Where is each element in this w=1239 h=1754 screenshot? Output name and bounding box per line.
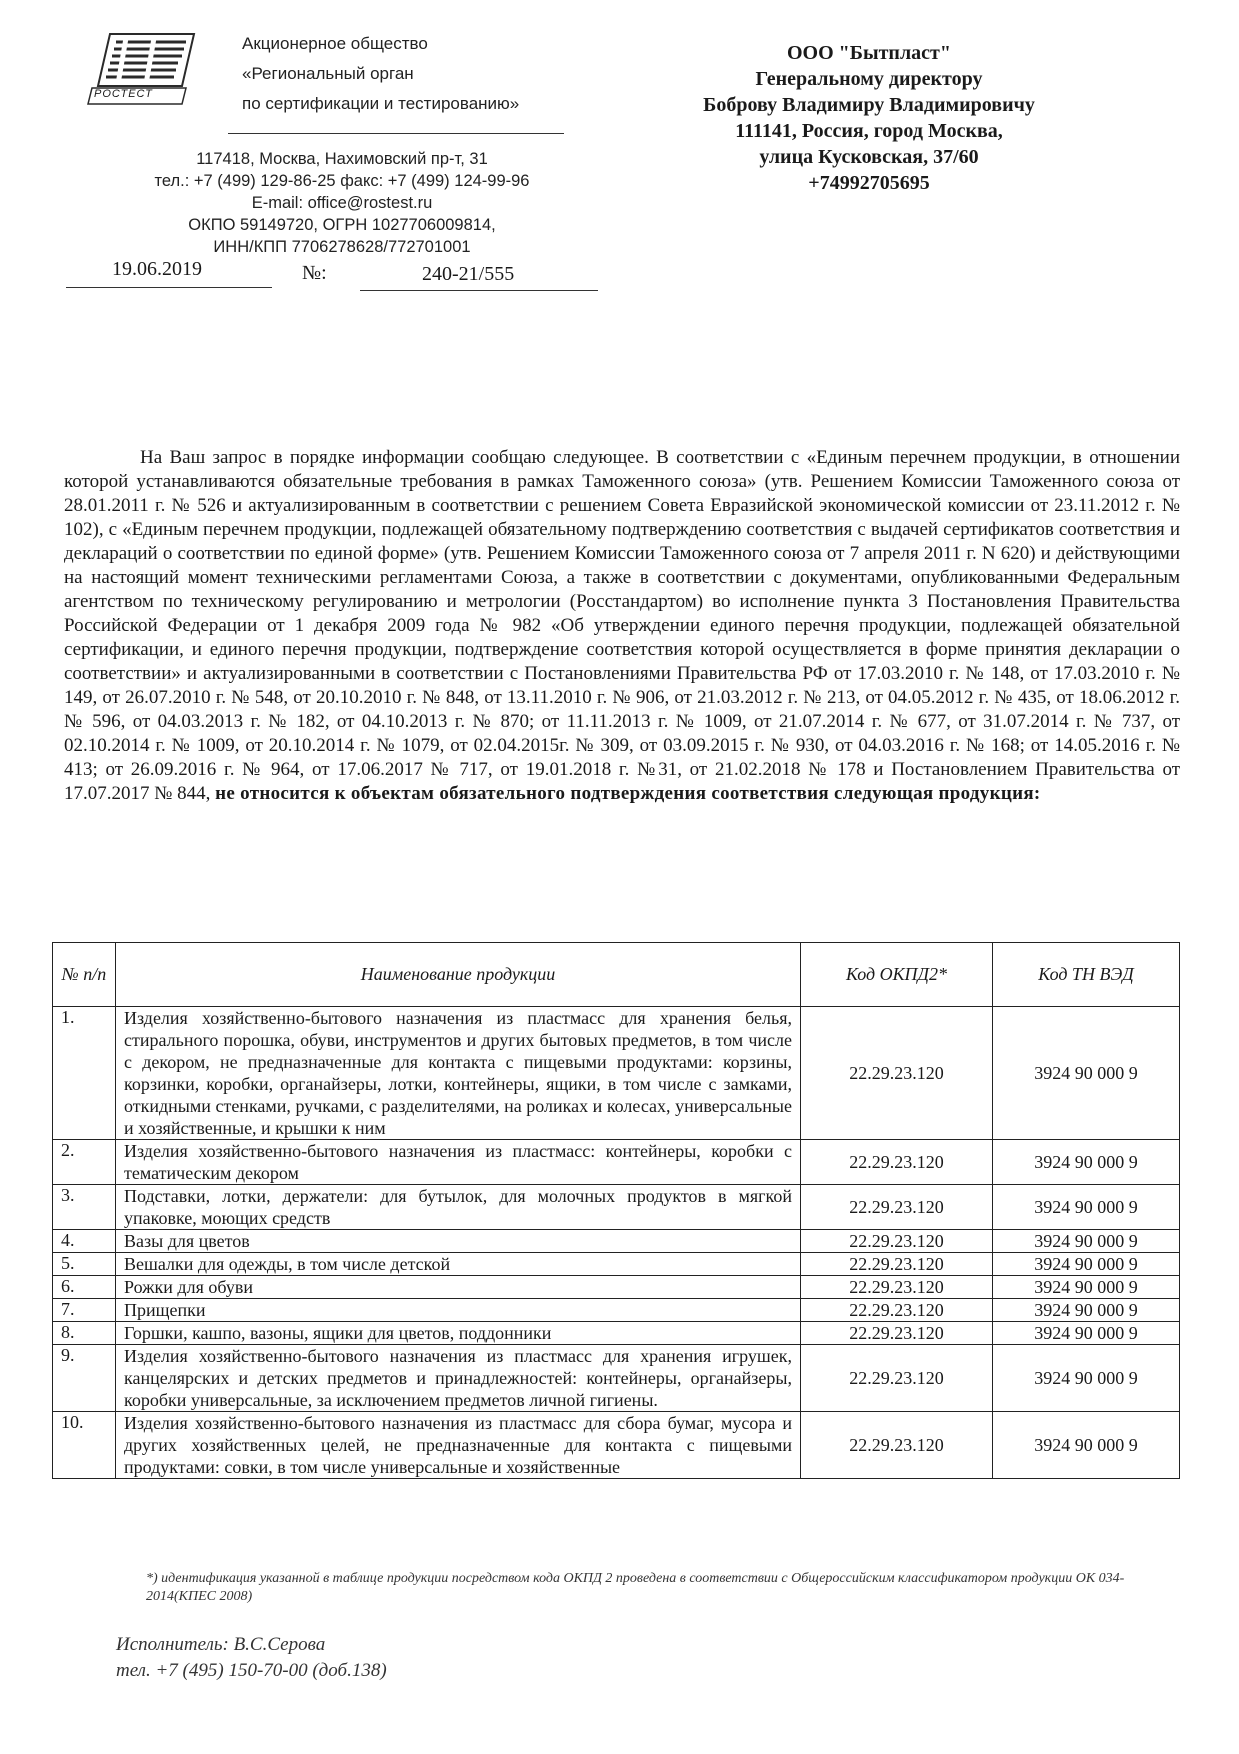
letter-body <box>64 446 1180 806</box>
row-num: 4. <box>53 1230 116 1253</box>
row-name: Изделия хозяйственно-бытового назначения из пластмасс для хранения белья, стирального порошка, обуви, инструментов и других бытовых предметов, в том числе с декором, не предназначенные для контакта с пищевыми продуктами: корзины, корзинки, коробки, органайзеры, лотки, контейнеры, ящики, в том числе с замками, откидными стенками, ручками, с разделителями, на роликах и колесах, универсальные и хозяйственные, и крышки к ним <box>116 1007 801 1140</box>
row-num: 9. <box>53 1345 116 1412</box>
sender-org-line-3: по сертификации и тестированию» <box>242 94 520 113</box>
row-okpd: 22.29.23.120 <box>801 1230 993 1253</box>
sender-okpo: ОКПО 59149720, ОГРН 1027706009814, <box>188 216 496 234</box>
row-tnved: 3924 90 000 9 <box>993 1007 1180 1140</box>
date-underline <box>66 287 272 288</box>
row-name: Изделия хозяйственно-бытового назначения из пластмасс: контейнеры, коробки с тематическим декором <box>116 1140 801 1185</box>
row-okpd: 22.29.23.120 <box>801 1140 993 1185</box>
table-row <box>53 1253 1180 1276</box>
row-name: Рожки для обуви <box>116 1276 801 1299</box>
sender-divider <box>228 133 564 134</box>
row-tnved: 3924 90 000 9 <box>993 1322 1180 1345</box>
row-okpd: 22.29.23.120 <box>801 1299 993 1322</box>
row-name: Прищепки <box>116 1299 801 1322</box>
sender-org-line-2: «Региональный орган <box>242 64 414 83</box>
letter-number: 240-21/555 <box>422 263 515 285</box>
row-okpd: 22.29.23.120 <box>801 1253 993 1276</box>
row-okpd: 22.29.23.120 <box>801 1276 993 1299</box>
row-tnved: 3924 90 000 9 <box>993 1299 1180 1322</box>
table-footnote: *) идентификация указанной в таблице продукции посредством кода ОКПД 2 проведена в соответствии с Общероссийским классификатором продукции ОК 034-2014(КПЕС 2008) <box>146 1571 1125 1604</box>
letter-date: 19.06.2019 <box>112 258 202 280</box>
sender-address: 117418, Москва, Нахимовский пр-т, 31 <box>196 150 488 168</box>
sender-contacts <box>122 148 562 258</box>
table-header-row <box>53 943 1180 1007</box>
row-okpd: 22.29.23.120 <box>801 1412 993 1479</box>
executor-block <box>116 1632 387 1684</box>
row-name: Изделия хозяйственно-бытового назначения из пластмасс для хранения игрушек, канцелярских и детских предметов и принадлежностей: контейнеры, органайзеры, коробки универсальные, за исключением предметов личной гигиены. <box>116 1345 801 1412</box>
body-paragraph: На Ваш запрос в порядке информации сообщаю следующее. В соответствии с «Единым перечнем продукции, в отношении которой устанавливаются обязательные требования в рамках Таможенного союза» (утв. Решением Комиссии Таможенного союза от 28.01.2011 г. № 526 и актуализированным в соответствии с решением Совета Евразийской экономической комиссии от 23.11.2012 г. № 102), с «Единым перечнем продукции, подлежащей обязательному подтверждению соответствия с выдачей сертификатов соответствия и деклараций о соответствии по единой форме» (утв. Решением Комиссии Таможенного союза от 7 апреля 2011 г. N 620) и действующими на настоящий момент техническими регламентами Союза, а также в соответствии с документами, опубликованными Федеральным агентством по техническому регулированию и метрологии (Росстандартом) во исполнение пункта 3 Постановления Правительства Российской Федерации от 1 декабря 2009 года № 982 «Об утверждении единого перечня продукции, подлежащей обязательной сертификации, и единого перечня продукции, подтверждение соответствия которой осуществляется в форме принятия декларации о соответствии» и актуализированными в соответствии с Постановлениями Правительства РФ от 17.03.2010 г. № 148, от 17.03.2010 г. № 149, от 26.07.2010 г. № 548, от 20.10.2010 г. № 848, от 13.11.2010 г. № 906, от 21.03.2012 г. № 213, от 04.05.2012 г. № 435, от 18.06.2012 г. № 596, от 04.03.2013 г. № 182, от 04.10.2013 г. № 870; от 11.11.2013 г. № 1009, от 21.07.2014 г. № 677, от 31.07.2014 г. № 737, от 02.10.2014 г. № 1009, от 20.10.2014 г. № 1079, от 02.04.2015г. № 309, от 03.09.2015 г. № 930, от 04.03.2016 г. № 168; от 14.05.2016 г. № 413; от 26.09.2016 г. № 964, от 17.06.2017 № 717, от 19.01.2018 г. №31, от 21.02.2018 № 178 и Постановлением Правительства от 17.07.2017 № 844, <box>64 447 1180 804</box>
row-tnved: 3924 90 000 9 <box>993 1230 1180 1253</box>
sender-inn: ИНН/КПП 7706278628/772701001 <box>213 238 471 256</box>
table-row <box>53 1299 1180 1322</box>
row-tnved: 3924 90 000 9 <box>993 1276 1180 1299</box>
row-tnved: 3924 90 000 9 <box>993 1185 1180 1230</box>
table-row <box>53 1276 1180 1299</box>
row-name: Изделия хозяйственно-бытового назначения из пластмасс для сбора бумаг, мусора и других хозяйственных целей, не предназначенные для контакта с пищевыми продуктами: совки, в том числе универсальные и хозяйственные <box>116 1412 801 1479</box>
row-name: Горшки, кашпо, вазоны, ящики для цветов, поддонники <box>116 1322 801 1345</box>
addressee-position: Генеральному директору <box>755 68 983 90</box>
row-okpd: 22.29.23.120 <box>801 1345 993 1412</box>
row-num: 8. <box>53 1322 116 1345</box>
row-num: 2. <box>53 1140 116 1185</box>
addressee-block <box>652 40 1086 196</box>
row-tnved: 3924 90 000 9 <box>993 1345 1180 1412</box>
row-num: 10. <box>53 1412 116 1479</box>
row-num: 6. <box>53 1276 116 1299</box>
letter-number-label: №: <box>302 262 327 284</box>
header-num: № п/п <box>53 943 116 1007</box>
sender-phone: тел.: +7 (499) 129-86-25 факс: +7 (499) 124-99-96 <box>154 172 530 190</box>
addressee-phone: +74992705695 <box>808 172 930 194</box>
row-name: Вешалки для одежды, в том числе детской <box>116 1253 801 1276</box>
table-row <box>53 1412 1180 1479</box>
rostest-logo <box>82 28 200 108</box>
table-row <box>53 1230 1180 1253</box>
row-name: Вазы для цветов <box>116 1230 801 1253</box>
table-row <box>53 1007 1180 1140</box>
logo-text: РОСТЕСТ <box>94 88 153 100</box>
body-conclusion: не относится к объектам обязательного подтверждения соответствия следующая продукция: <box>215 783 1041 804</box>
row-name: Подставки, лотки, держатели: для бутылок, для молочных продуктов в мягкой упаковке, моющих средств <box>116 1185 801 1230</box>
addressee-name: Боброву Владимиру Владимировичу <box>703 94 1035 116</box>
header-tnved: Код ТН ВЭД <box>993 943 1180 1007</box>
table-row <box>53 1185 1180 1230</box>
row-tnved: 3924 90 000 9 <box>993 1412 1180 1479</box>
row-okpd: 22.29.23.120 <box>801 1322 993 1345</box>
row-okpd: 22.29.23.120 <box>801 1185 993 1230</box>
product-table <box>52 942 1180 1479</box>
row-okpd: 22.29.23.120 <box>801 1007 993 1140</box>
executor-name: Исполнитель: В.С.Серова <box>116 1634 326 1655</box>
row-tnved: 3924 90 000 9 <box>993 1140 1180 1185</box>
row-num: 7. <box>53 1299 116 1322</box>
table-row <box>53 1345 1180 1412</box>
number-underline <box>360 290 598 291</box>
row-num: 5. <box>53 1253 116 1276</box>
addressee-city: 111141, Россия, город Москва, <box>735 120 1003 142</box>
header-name: Наименование продукции <box>116 943 801 1007</box>
addressee-company: ООО "Бытпласт" <box>787 42 951 64</box>
row-num: 3. <box>53 1185 116 1230</box>
header-okpd: Код ОКПД2* <box>801 943 993 1007</box>
executor-phone: тел. +7 (495) 150-70-00 (доб.138) <box>116 1660 387 1681</box>
row-num: 1. <box>53 1007 116 1140</box>
table-row <box>53 1140 1180 1185</box>
sender-org-line-1: Акционерное общество <box>242 34 428 53</box>
table-row <box>53 1322 1180 1345</box>
addressee-street: улица Кусковская, 37/60 <box>759 146 979 168</box>
sender-email: E-mail: office@rostest.ru <box>251 194 433 212</box>
row-tnved: 3924 90 000 9 <box>993 1253 1180 1276</box>
